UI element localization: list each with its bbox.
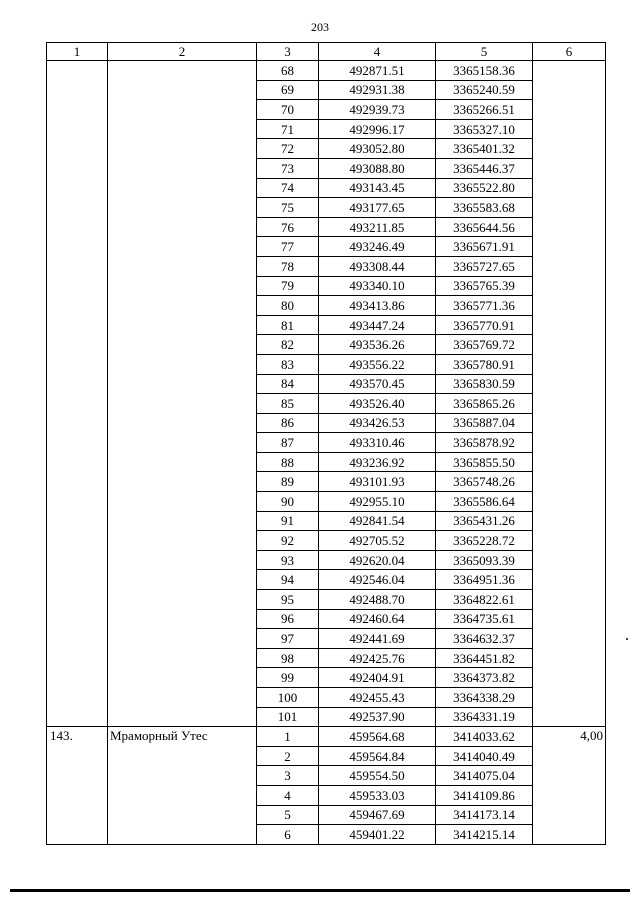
header-col-4: 4 [319,43,436,61]
coordinate-x: 492460.64 [319,609,436,629]
coordinate-x: 492996.17 [319,119,436,139]
coordinate-x: 492455.43 [319,688,436,708]
point-number: 77 [257,237,319,257]
point-number: 80 [257,296,319,316]
coordinate-y: 3365771.36 [436,296,533,316]
point-number: 91 [257,511,319,531]
coordinate-y: 3365769.72 [436,335,533,355]
point-number: 6 [257,825,319,845]
coordinate-x: 492871.51 [319,61,436,81]
coordinate-x: 493536.26 [319,335,436,355]
header-col-6: 6 [533,43,606,61]
point-number: 82 [257,335,319,355]
point-number: 1 [257,727,319,747]
coordinate-y: 3365780.91 [436,354,533,374]
coordinate-x: 459554.50 [319,766,436,786]
point-number: 101 [257,707,319,727]
coordinate-y: 3414109.86 [436,785,533,805]
point-number: 78 [257,256,319,276]
coordinate-x: 459533.03 [319,785,436,805]
coordinate-y: 3364338.29 [436,688,533,708]
coordinate-y: 3414215.14 [436,825,533,845]
coordinate-y: 3365158.36 [436,61,533,81]
coordinate-x: 492841.54 [319,511,436,531]
coordinate-x: 493526.40 [319,394,436,414]
coordinate-y: 3414040.49 [436,746,533,766]
coordinate-y: 3365644.56 [436,217,533,237]
coordinate-y: 3364451.82 [436,648,533,668]
coordinate-x: 459401.22 [319,825,436,845]
point-number: 76 [257,217,319,237]
coordinate-y: 3365765.39 [436,276,533,296]
entry-name: Мраморный Утес [108,727,257,845]
coordinate-x: 493310.46 [319,433,436,453]
point-number: 90 [257,492,319,512]
margin-dot [626,638,628,640]
coordinates-table [46,42,606,845]
coordinate-y: 3364331.19 [436,707,533,727]
entry-number: 143. [47,727,108,845]
table-row [47,61,606,81]
coordinate-y: 3414075.04 [436,766,533,786]
point-number: 86 [257,413,319,433]
coordinate-x: 493177.65 [319,198,436,218]
coordinate-y: 3414173.14 [436,805,533,825]
coordinate-y: 3365748.26 [436,472,533,492]
coordinate-y: 3365446.37 [436,158,533,178]
coordinate-x: 493088.80 [319,158,436,178]
coordinate-x: 492404.91 [319,668,436,688]
coordinate-y: 3365401.32 [436,139,533,159]
coordinate-y: 3365865.26 [436,394,533,414]
point-number: 4 [257,785,319,805]
coordinate-y: 3414033.62 [436,727,533,747]
point-number: 92 [257,531,319,551]
point-number: 99 [257,668,319,688]
header-col-1: 1 [47,43,108,61]
table-row [47,727,606,747]
coordinate-x: 493413.86 [319,296,436,316]
coordinate-x: 493447.24 [319,315,436,335]
point-number: 96 [257,609,319,629]
header-col-5: 5 [436,43,533,61]
coordinate-y: 3365878.92 [436,433,533,453]
coordinate-y: 3365431.26 [436,511,533,531]
header-col-3: 3 [257,43,319,61]
coordinate-x: 493052.80 [319,139,436,159]
coordinate-x: 492705.52 [319,531,436,551]
header-row [47,43,606,61]
coordinate-x: 459564.84 [319,746,436,766]
bottom-rule [10,889,630,892]
point-number: 95 [257,590,319,610]
coordinate-x: 493556.22 [319,354,436,374]
point-number: 75 [257,198,319,218]
coordinate-y: 3365327.10 [436,119,533,139]
point-number: 83 [257,354,319,374]
point-number: 87 [257,433,319,453]
page-number: 203 [311,20,329,34]
point-number: 73 [257,158,319,178]
coordinate-y: 3365586.64 [436,492,533,512]
coordinate-y: 3364951.36 [436,570,533,590]
point-number: 68 [257,61,319,81]
coordinate-y: 3365240.59 [436,80,533,100]
coordinate-y: 3364822.61 [436,590,533,610]
point-number: 69 [257,80,319,100]
coordinate-y: 3365770.91 [436,315,533,335]
point-number: 88 [257,452,319,472]
point-number: 94 [257,570,319,590]
coordinate-x: 493246.49 [319,237,436,257]
coordinate-y: 3365228.72 [436,531,533,551]
coordinate-x: 459467.69 [319,805,436,825]
coordinate-x: 493211.85 [319,217,436,237]
point-number: 79 [257,276,319,296]
coordinate-x: 459564.68 [319,727,436,747]
area-cell [533,61,606,727]
entry-number-cell [47,61,108,727]
coordinate-x: 493143.45 [319,178,436,198]
coordinate-x: 492939.73 [319,100,436,120]
coordinate-y: 3365727.65 [436,256,533,276]
coordinate-x: 492931.38 [319,80,436,100]
header-col-2: 2 [108,43,257,61]
coordinate-y: 3365093.39 [436,550,533,570]
point-number: 71 [257,119,319,139]
coordinate-y: 3365266.51 [436,100,533,120]
point-number: 89 [257,472,319,492]
point-number: 100 [257,688,319,708]
coordinate-x: 493236.92 [319,452,436,472]
coordinate-x: 493426.53 [319,413,436,433]
coordinate-y: 3365830.59 [436,374,533,394]
point-number: 97 [257,629,319,649]
point-number: 81 [257,315,319,335]
point-number: 70 [257,100,319,120]
coordinate-y: 3365583.68 [436,198,533,218]
coordinate-x: 493101.93 [319,472,436,492]
coordinate-y: 3364735.61 [436,609,533,629]
point-number: 72 [257,139,319,159]
coordinate-y: 3365671.91 [436,237,533,257]
entry-area: 4,00 [533,727,606,845]
point-number: 5 [257,805,319,825]
coordinate-y: 3365522.80 [436,178,533,198]
coordinate-x: 492425.76 [319,648,436,668]
entry-name-cell [108,61,257,727]
coordinate-x: 493570.45 [319,374,436,394]
coordinate-x: 492441.69 [319,629,436,649]
point-number: 85 [257,394,319,414]
coordinate-x: 493308.44 [319,256,436,276]
coordinate-x: 492620.04 [319,550,436,570]
coordinate-x: 492955.10 [319,492,436,512]
coordinate-y: 3365855.50 [436,452,533,472]
coordinate-y: 3364632.37 [436,629,533,649]
point-number: 84 [257,374,319,394]
coordinate-y: 3365887.04 [436,413,533,433]
coordinate-x: 493340.10 [319,276,436,296]
point-number: 74 [257,178,319,198]
point-number: 2 [257,746,319,766]
point-number: 3 [257,766,319,786]
coordinate-x: 492546.04 [319,570,436,590]
coordinate-y: 3364373.82 [436,668,533,688]
coordinate-x: 492537.90 [319,707,436,727]
coordinate-x: 492488.70 [319,590,436,610]
point-number: 98 [257,648,319,668]
point-number: 93 [257,550,319,570]
